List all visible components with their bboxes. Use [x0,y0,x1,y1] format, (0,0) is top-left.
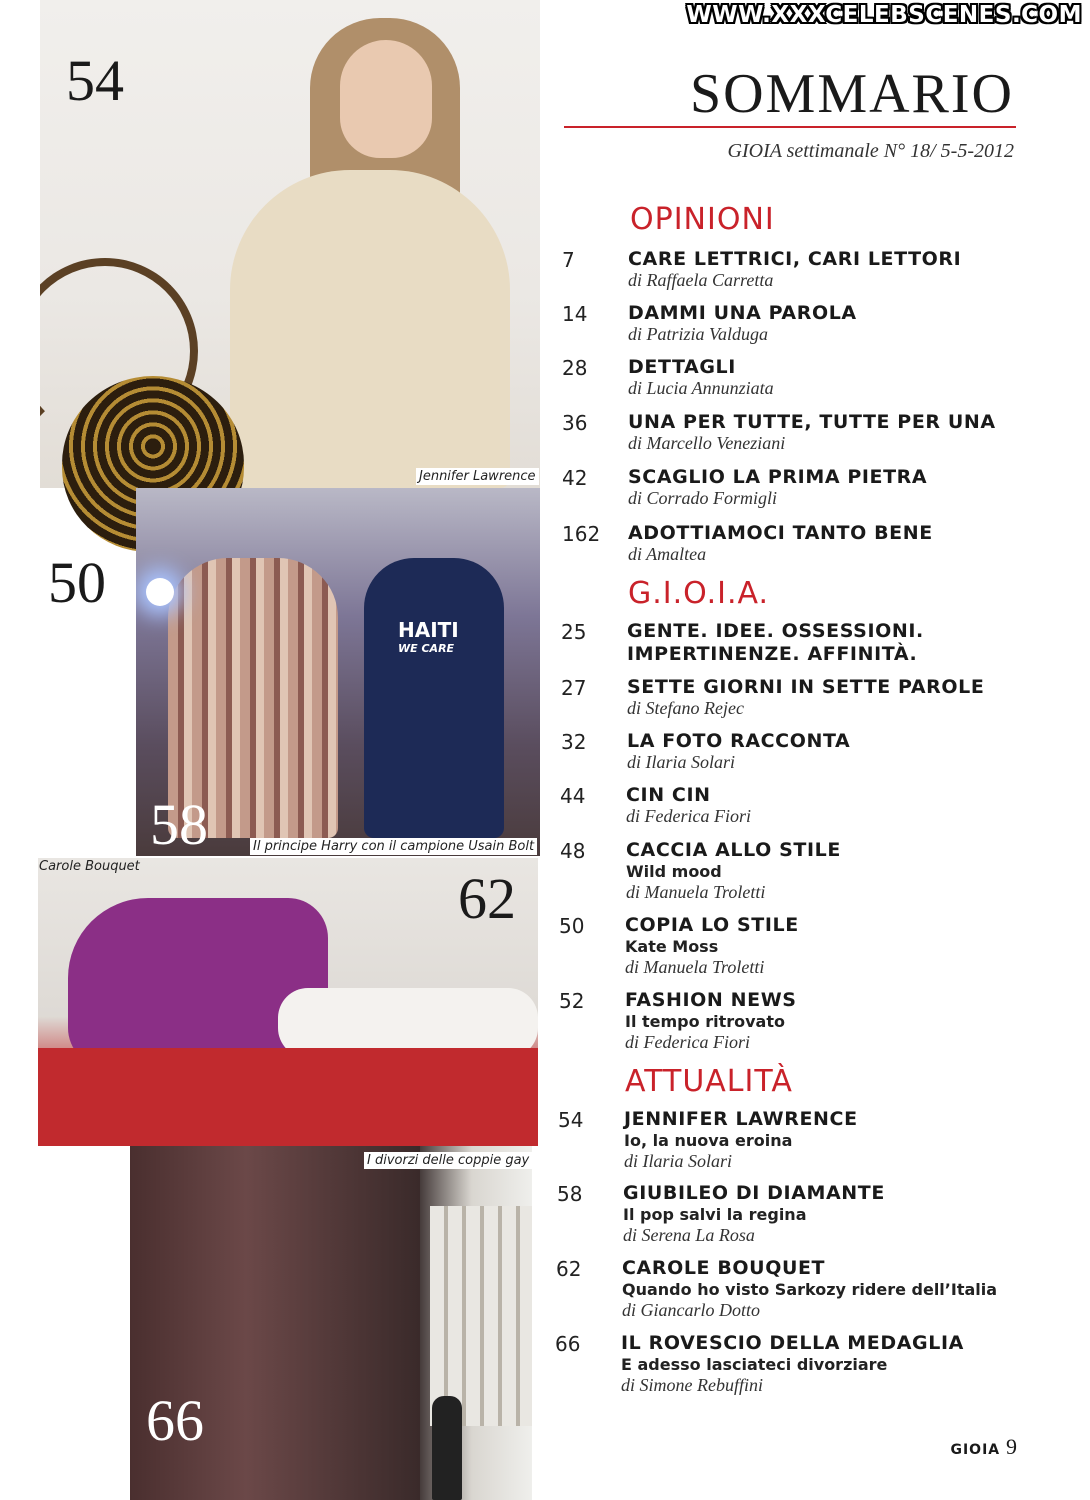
entry-subtitle: Io, la nuova eroina [624,1131,793,1150]
entry-page: 27 [561,676,587,700]
entry-title: CIN CIN [626,784,711,806]
entry-subtitle: E adesso lasciateci divorziare [621,1355,888,1374]
entry-author: di Simone Rebuffini [621,1375,763,1395]
entry-title: CARE LETTRICI, CARI LETTORI [628,248,962,270]
entry-page: 48 [560,839,586,863]
entry-page: 14 [562,302,588,326]
entry-author: di Ilaria Solari [624,1151,733,1171]
entry-page: 162 [562,522,601,546]
entry-title: JENNIFER LAWRENCE [624,1108,858,1130]
entry-page: 28 [562,356,588,380]
entry-page: 50 [559,914,585,938]
figure-walker [432,1396,462,1500]
photo-number-50: 50 [48,550,106,615]
section-opinioni: OPINIONI [630,202,775,237]
entry-subtitle: Wild mood [626,862,722,881]
entry-page: 7 [562,248,575,272]
entry-title: CACCIA ALLO STILE [626,839,841,861]
caption-harry-bolt: Il principe Harry con il campione Usain Bolt [250,838,537,855]
entry-author: di Manuela Troletti [626,882,766,902]
entry-author: di Giancarlo Dotto [622,1300,760,1320]
entry-subtitle: Il tempo ritrovato [625,1012,785,1031]
entry-title: ADOTTIAMOCI TANTO BENE [628,522,933,544]
entry-title: GIUBILEO DI DIAMANTE [623,1182,885,1204]
entry-page: 32 [561,730,587,754]
building [430,1206,532,1426]
photo-number-66: 66 [146,1388,204,1453]
page-footer [950,1434,1018,1460]
entry-author: di Ilaria Solari [627,752,736,772]
entry-author: di Stefano Rejec [627,698,744,718]
entry-author: di Raffaela Carretta [628,270,774,290]
entry-title: COPIA LO STILE [625,914,799,936]
red-blanket [38,1048,538,1146]
section-attualita: ATTUALITÀ [625,1064,793,1099]
entry-title: DETTAGLI [628,356,736,378]
entry-page: 62 [556,1257,582,1281]
figure-dress [230,170,510,488]
entry-page: 25 [561,620,587,644]
caption-divorzi: I divorzi delle coppie gay [364,1152,532,1169]
entry-author: di Federica Fiori [626,806,751,826]
entry-title: IL ROVESCIO DELLA MEDAGLIA [621,1332,964,1354]
caption-jennifer-lawrence: Jennifer Lawrence [416,468,539,485]
watermark: WWW.XXXCELEBSCENES.COM [686,2,1082,28]
title-rule [564,126,1016,128]
page-title: SOMMARIO [689,63,1014,125]
entry-page: 58 [557,1182,583,1206]
entry-page: 66 [555,1332,581,1356]
entry-page: 52 [559,989,585,1013]
photo-number-54: 54 [66,48,124,113]
entry-page: 42 [562,466,588,490]
entry-author: di Marcello Veneziani [628,433,786,453]
photo-number-58: 58 [150,792,208,857]
caption-carole-bouquet: Carole Bouquet [39,859,140,874]
entry-subtitle: Il pop salvi la regina [623,1205,807,1224]
entry-title: DAMMI UNA PAROLA [628,302,857,324]
issue-line: GIOIA settimanale N° 18/ 5-5-2012 [727,140,1014,162]
stage-light [146,578,174,606]
entry-page: 44 [560,784,586,808]
figure-face [340,40,432,158]
entry-subtitle: Kate Moss [625,937,719,956]
section-gioia: G.I.O.I.A. [628,576,770,611]
entry-title: GENTE. IDEE. OSSESSIONI. [627,620,924,642]
entry-author: di Corrado Formigli [628,488,778,508]
entry-author: di Patrizia Valduga [628,324,769,344]
entry-title: CAROLE BOUQUET [622,1257,826,1279]
footer-brand: GIOIA [950,1442,1001,1458]
figure-harry [364,558,504,838]
entry-title-line-2: IMPERTINENZE. AFFINITÀ. [627,643,918,665]
entry-author: di Manuela Troletti [625,957,765,977]
entry-subtitle: Quando ho visto Sarkozy ridere dell’Italia [622,1280,998,1299]
entry-title: LA FOTO RACCONTA [627,730,851,752]
entry-author: di Amaltea [628,544,707,564]
entry-author: di Lucia Annunziata [628,378,774,398]
entry-author: di Federica Fiori [625,1032,750,1052]
entry-title: SETTE GIORNI IN SETTE PAROLE [627,676,985,698]
entry-title: FASHION NEWS [625,989,797,1011]
entry-page: 54 [558,1108,584,1132]
photo-number-62: 62 [458,866,516,931]
entry-page: 36 [562,411,588,435]
entry-title: SCAGLIO LA PRIMA PIETRA [628,466,928,488]
shirt-print: HAITI WE CARE [398,618,459,655]
footer-page-number: 9 [1006,1434,1018,1459]
entry-author: di Serena La Rosa [623,1225,755,1245]
entry-title: UNA PER TUTTE, TUTTE PER UNA [628,411,996,433]
